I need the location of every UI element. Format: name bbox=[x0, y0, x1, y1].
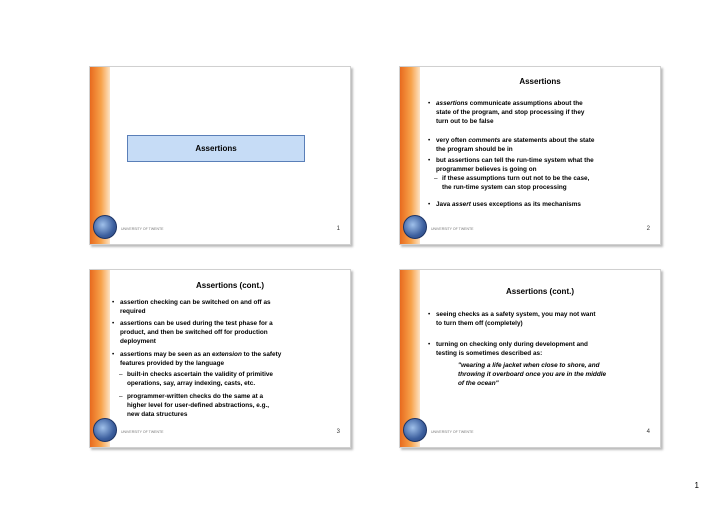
slide-page-number: 1 bbox=[336, 226, 340, 232]
sheet-page-number: 1 bbox=[694, 481, 699, 490]
quote-text: "wearing a life jacket when close to shore, and throwing it overboard once you are in the middle of the ocean" bbox=[458, 362, 607, 387]
sub-bullet-text: – programmer-written checks do the same at a higher level for user-defined abstractions, e.g., new data structures bbox=[127, 392, 269, 419]
bullet-text: • assertions communicate assumptions about the state of the program, and stop processing if they turn out to be false bbox=[436, 99, 584, 126]
university-logo-icon bbox=[93, 418, 117, 442]
sub-bullet-text: – built-in checks ascertain the validity of primitive operations, say, array indexing, casts, etc. bbox=[127, 370, 273, 388]
bullet-text: • turning on checking only during development and testing is sometimes described as: bbox=[436, 340, 588, 358]
bullet-text: • very often comments are statements about the state the program should be in bbox=[436, 136, 594, 154]
slide-4 bbox=[399, 269, 661, 448]
slide-title: Assertions bbox=[519, 77, 561, 86]
slide-footer: UNIVERSITY OF TWENTE bbox=[121, 430, 164, 434]
slide-page-number: 4 bbox=[646, 429, 650, 435]
university-logo-icon bbox=[403, 215, 427, 239]
slide-3 bbox=[89, 269, 351, 448]
slide-2 bbox=[399, 66, 661, 245]
slide-title: Assertions (cont.) bbox=[505, 287, 574, 296]
university-logo-icon bbox=[93, 215, 117, 239]
slide-1 bbox=[89, 66, 351, 245]
bullet-text: • assertions can be used during the test phase for a product, and then be switched off for production deployment bbox=[120, 319, 273, 346]
slide-page-number: 2 bbox=[646, 226, 650, 232]
sub-bullet-text: – if these assumptions turn out not to be the case, the run-time system can stop processing bbox=[442, 174, 589, 192]
slide-footer: UNIVERSITY OF TWENTE bbox=[121, 227, 164, 231]
bullet-text: • seeing checks as a safety system, you may not want to turn them off (completely) bbox=[436, 310, 595, 328]
slide-title-box bbox=[127, 135, 305, 162]
slide-footer: UNIVERSITY OF TWENTE bbox=[431, 430, 474, 434]
slide-footer: UNIVERSITY OF TWENTE bbox=[431, 227, 474, 231]
slide-title: Assertions bbox=[195, 144, 237, 153]
bullet-text: • Java assert uses exceptions as its mechanisms bbox=[436, 200, 581, 209]
bullet-text: • but assertions can tell the run-time system what the programmer believes is going on bbox=[436, 156, 594, 174]
university-logo-icon bbox=[403, 418, 427, 442]
slide-title: Assertions (cont.) bbox=[195, 281, 264, 290]
slide-page-number: 3 bbox=[336, 429, 340, 435]
bullet-text: • assertion checking can be switched on and off as required bbox=[120, 298, 271, 316]
bullet-text: • assertions may be seen as an extension to the safety features provided by the language bbox=[120, 350, 281, 368]
